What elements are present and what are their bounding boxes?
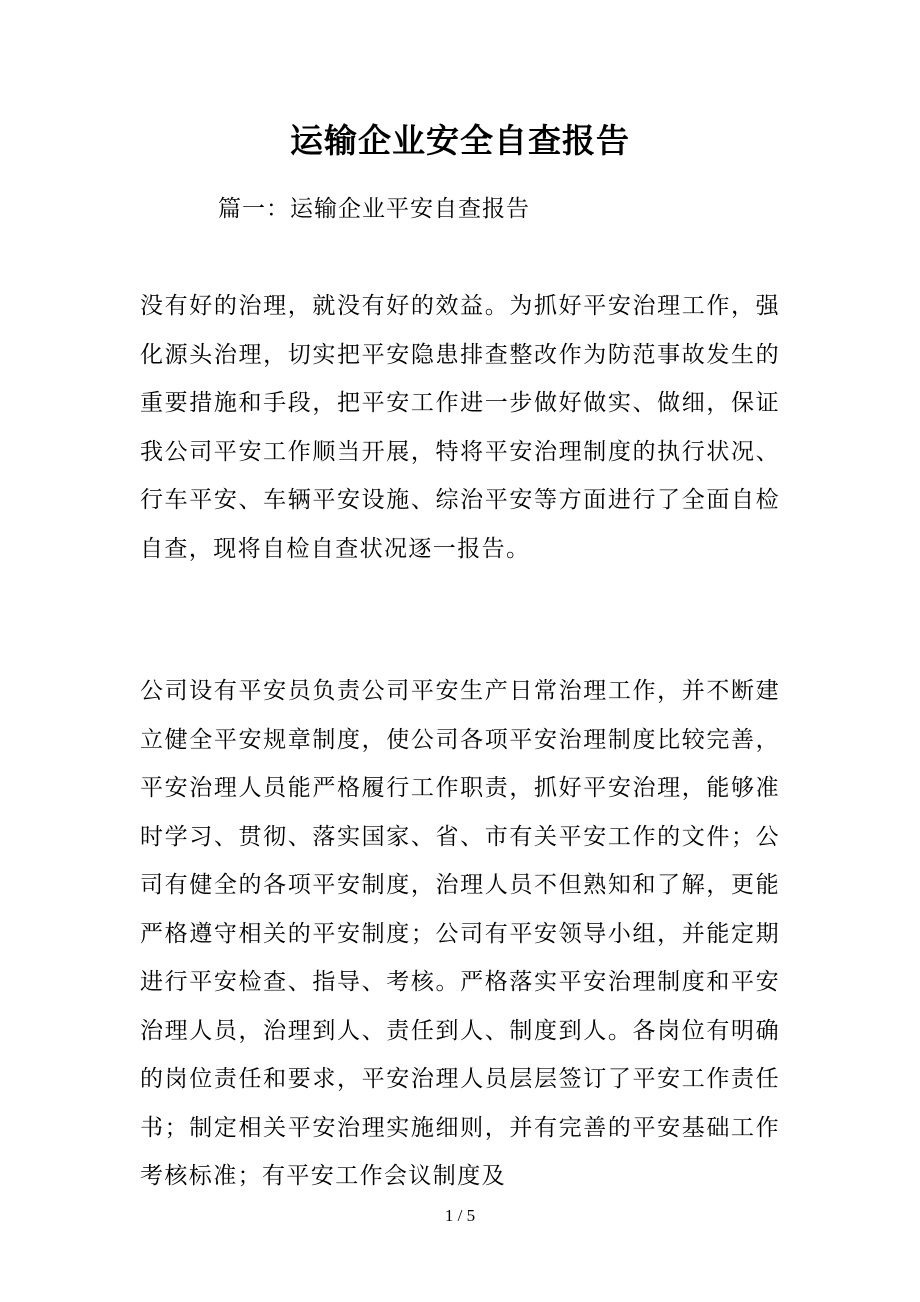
page-number: 1 / 5 bbox=[444, 1206, 476, 1225]
paragraph-2: 公司设有平安员负责公司平安生产日常治理工作，并不断建立健全平安规章制度，使公司各项平安治理制度比较完善，平安治理人员能严格履行工作职责，抓好平安治理，能够准时学习、贯彻、落实国家、省、市有关平安工作的文件；公司有健全的各项平安制度，治理人员不但熟知和了解，更能严格遵守相关的平安制度；公司有平安领导小组，并能定期进行平安检查、指导、考核。严格落实平安治理制度和平安治理人员，治理到人、责任到人、制度到人。各岗位有明确的岗位责任和要求，平安治理人员层层签订了平安工作责任书；制定相关平安治理实施细则，并有完善的平安基础工作考核标准；有平安工作会议制度及 bbox=[140, 678, 780, 1189]
paragraph-1: 没有好的治理，就没有好的效益。为抓好平安治理工作，强化源头治理，切实把平安隐患排查整改作为防范事故发生的重要措施和手段，把平安工作进一步做好做实、做细，保证我公司平安工作顺当开展，特将平安治理制度的执行状况、行车平安、车辆平安设施、综治平安等方面进行了全面自检自查，现将自检自查状况逐一报告。 bbox=[140, 293, 780, 562]
document-title: 运输企业安全自查报告 bbox=[290, 121, 630, 160]
document-subtitle: 篇一：运输企业平安自查报告 bbox=[218, 196, 530, 222]
